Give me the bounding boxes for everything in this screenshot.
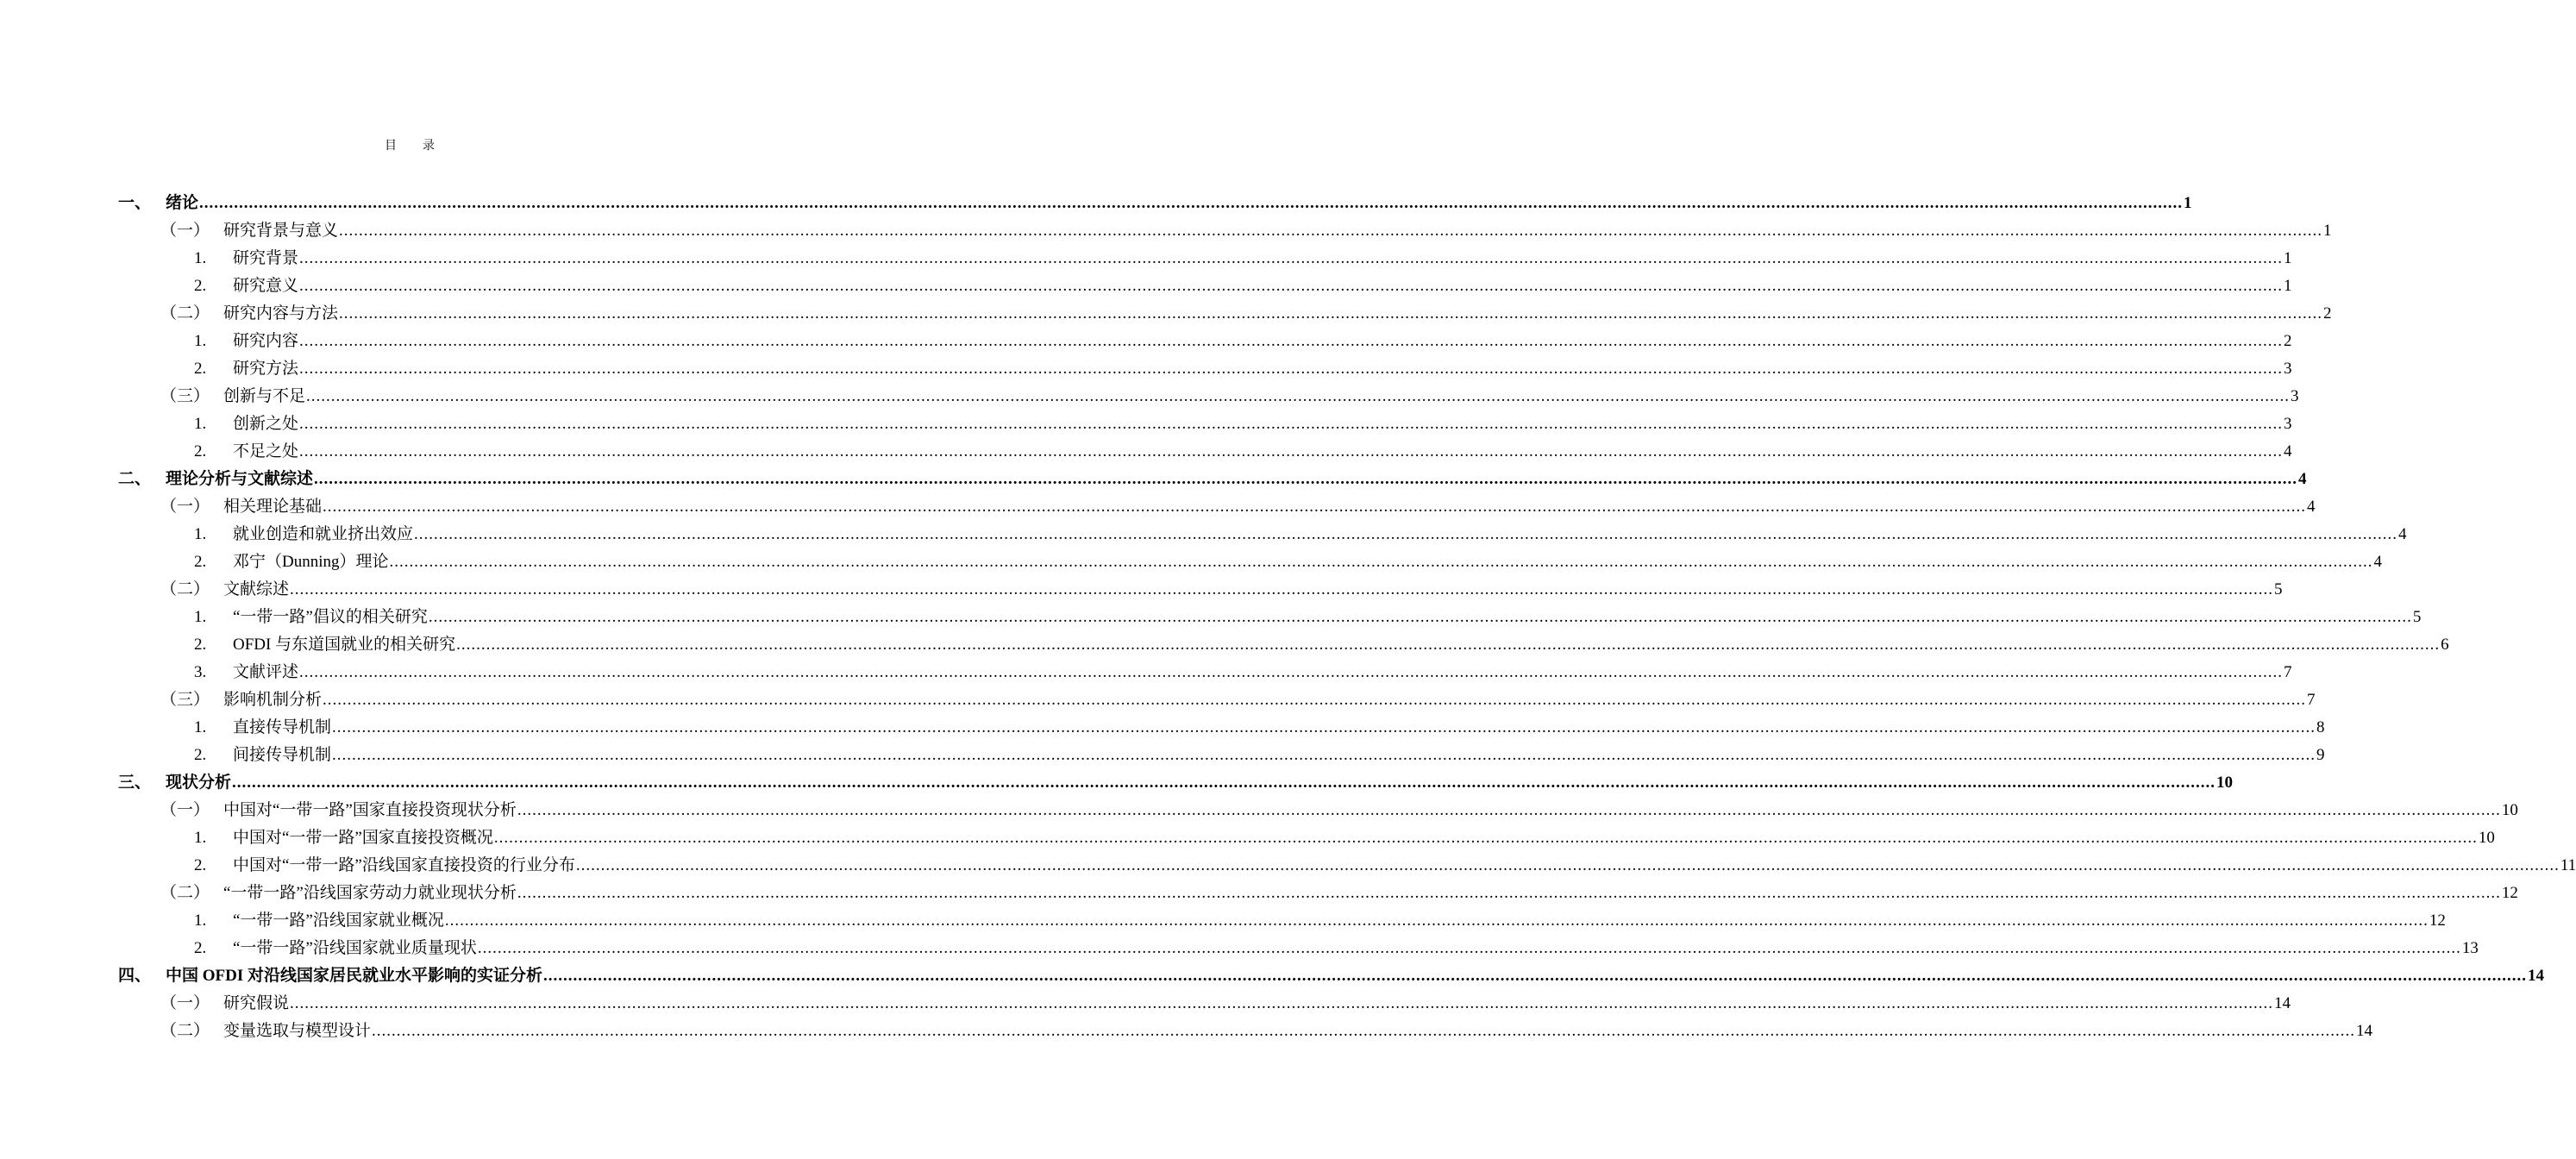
toc-entry-number: 3.	[194, 663, 207, 681]
toc-entry-title: 理论分析与文献综述	[166, 470, 314, 488]
toc-entry[interactable]	[0, 824, 2495, 852]
toc-entry[interactable]	[0, 217, 2332, 245]
toc-entry[interactable]	[0, 466, 2307, 493]
toc-entry-page-number: 13	[2461, 939, 2479, 957]
toc-dot-leader: ................................................................................................................................................................................................................................................................................................................................................................................................................	[517, 801, 2501, 819]
toc-entry[interactable]	[0, 190, 2192, 217]
toc-entry-title: 间接传导机制	[233, 746, 332, 764]
toc-entry-page-number: 1	[2323, 222, 2332, 240]
toc-entry-number: 1.	[194, 525, 207, 543]
toc-entry-title: 研究意义	[233, 277, 299, 295]
toc-entry-number: 1.	[194, 249, 207, 267]
toc-dot-leader: ................................................................................................................................................................................................................................................................................................................................................................................................................	[232, 774, 2216, 792]
toc-dot-leader: ................................................................................................................................................................................................................................................................................................................................................................................................................	[299, 249, 2284, 267]
toc-entry[interactable]	[0, 576, 2283, 604]
toc-entry[interactable]	[0, 493, 2316, 521]
toc-entry-number: （三）	[160, 691, 210, 709]
toc-entry-number: 2.	[194, 746, 207, 764]
toc-entry-page-number: 7	[2307, 691, 2316, 709]
toc-entry-page-number: 10	[2478, 829, 2495, 847]
title-char-2: 录	[423, 140, 435, 153]
toc-entry-title: 中国对“一带一路”沿线国家直接投资的行业分布	[233, 856, 575, 874]
toc-dot-leader: ................................................................................................................................................................................................................................................................................................................................................................................................................	[332, 718, 2316, 736]
toc-entry-title: “一带一路”沿线国家就业质量现状	[233, 939, 477, 957]
toc-entry-page-number: 2	[2284, 332, 2292, 350]
toc-entry-title: 不足之处	[233, 442, 299, 460]
toc-entry-number: 2.	[194, 939, 207, 957]
toc-entry[interactable]	[0, 328, 2292, 355]
toc-entry-number: 一、	[118, 194, 152, 212]
toc-entry[interactable]	[0, 273, 2292, 300]
toc-entry-title: 研究方法	[233, 360, 299, 378]
toc-entry-number: （一）	[160, 994, 210, 1012]
toc-dot-leader: ................................................................................................................................................................................................................................................................................................................................................................................................................	[299, 442, 2284, 460]
toc-entry-page-number: 7	[2284, 663, 2292, 681]
toc-entry-number: 1.	[194, 332, 207, 350]
toc-entry-page-number: 5	[2274, 580, 2283, 598]
toc-dot-leader: ................................................................................................................................................................................................................................................................................................................................................................................................................	[323, 498, 2307, 516]
toc-entry-number: 2.	[194, 360, 207, 378]
toc-entry-number: 1.	[194, 608, 207, 626]
toc-entry-page-number: 4	[2398, 525, 2407, 543]
toc-dot-leader: ................................................................................................................................................................................................................................................................................................................................................................................................................	[299, 415, 2284, 433]
toc-entry-page-number: 2	[2323, 304, 2332, 323]
toc-entry-page-number: 14	[2356, 1022, 2373, 1040]
toc-entry-title: 研究假说	[223, 994, 290, 1012]
toc-dot-leader: ................................................................................................................................................................................................................................................................................................................................................................................................................	[493, 829, 2478, 847]
toc-entry-number: 四、	[118, 967, 152, 985]
toc-entry-page-number: 3	[2284, 360, 2292, 378]
toc-dot-leader: ................................................................................................................................................................................................................................................................................................................................................................................................................	[543, 967, 2528, 985]
toc-entry-title: 邓宁（Dunning）理论	[233, 553, 389, 571]
toc-entry[interactable]	[0, 935, 2479, 962]
toc-entry-page-number: 8	[2316, 718, 2325, 736]
toc-entry-page-number: 1	[2284, 277, 2292, 295]
toc-entry-number: 2.	[194, 442, 207, 460]
toc-entry-number: 1.	[194, 718, 207, 736]
toc-entry-title: 中国对“一带一路”国家直接投资现状分析	[223, 801, 517, 819]
toc-entry-title: 研究背景与意义	[223, 222, 339, 240]
toc-entry-page-number: 3	[2291, 387, 2299, 405]
toc-entry-number: 2.	[194, 553, 207, 571]
toc-entry-page-number: 1	[2184, 194, 2192, 212]
toc-entry[interactable]	[0, 438, 2292, 466]
toc-entry-page-number: 6	[2441, 636, 2449, 654]
toc-entry-title: 中国 OFDI 对沿线国家居民就业水平影响的实证分析	[166, 967, 543, 985]
toc-entry-number: 1.	[194, 912, 207, 930]
toc-dot-leader: ................................................................................................................................................................................................................................................................................................................................................................................................................	[339, 222, 2323, 240]
toc-entry[interactable]	[0, 797, 2518, 824]
toc-dot-leader: ................................................................................................................................................................................................................................................................................................................................................................................................................	[444, 912, 2429, 930]
toc-entry-title: “一带一路”沿线国家就业概况	[233, 912, 444, 930]
toc-dot-leader: ................................................................................................................................................................................................................................................................................................................................................................................................................	[414, 525, 2398, 543]
toc-dot-leader: ................................................................................................................................................................................................................................................................................................................................................................................................................	[339, 304, 2323, 323]
toc-entry-number: （一）	[160, 498, 210, 516]
toc-entry-page-number: 1	[2284, 249, 2292, 267]
toc-dot-leader: ................................................................................................................................................................................................................................................................................................................................................................................................................	[332, 746, 2316, 764]
title-char-1: 目	[385, 140, 397, 153]
toc-entry[interactable]	[0, 990, 2291, 1018]
toc-entry-title: 相关理论基础	[223, 498, 323, 516]
toc-entry-page-number: 10	[2501, 801, 2518, 819]
toc-entry-title: 创新与不足	[223, 387, 306, 405]
toc-dot-leader: ................................................................................................................................................................................................................................................................................................................................................................................................................	[299, 663, 2284, 681]
toc-entry[interactable]	[0, 742, 2325, 769]
toc-entry-page-number: 9	[2316, 746, 2325, 764]
toc-entry-title: 文献评述	[233, 663, 299, 681]
toc-dot-leader: ................................................................................................................................................................................................................................................................................................................................................................................................................	[306, 387, 2291, 405]
toc-entry-page-number: 4	[2307, 498, 2316, 516]
toc-dot-leader: ................................................................................................................................................................................................................................................................................................................................................................................................................	[199, 194, 2184, 212]
toc-entry-number: （二）	[160, 1022, 210, 1040]
table-of-contents	[0, 190, 2576, 1045]
toc-entry-title: 创新之处	[233, 415, 299, 433]
toc-entry-title: 研究内容与方法	[223, 304, 339, 323]
toc-entry-number: （一）	[160, 801, 210, 819]
toc-dot-leader: ................................................................................................................................................................................................................................................................................................................................................................................................................	[290, 994, 2274, 1012]
toc-entry-page-number: 4	[2284, 442, 2292, 460]
toc-entry-page-number: 5	[2412, 608, 2422, 626]
toc-entry[interactable]	[0, 907, 2446, 935]
toc-entry-number: 2.	[194, 277, 207, 295]
toc-entry-title: 研究背景	[233, 249, 299, 267]
toc-entry[interactable]	[0, 852, 2576, 880]
toc-entry-title: 绪论	[166, 194, 199, 212]
toc-entry-title: 就业创造和就业挤出效应	[233, 525, 414, 543]
toc-entry[interactable]	[0, 604, 2422, 631]
toc-entry-number: 2.	[194, 856, 207, 874]
toc-entry[interactable]	[0, 659, 2292, 686]
toc-entry-page-number: 10	[2216, 774, 2234, 792]
toc-entry-number: 三、	[118, 774, 152, 792]
toc-entry-title: 直接传导机制	[233, 718, 332, 736]
toc-entry-title: 现状分析	[166, 774, 232, 792]
toc-dot-leader: ................................................................................................................................................................................................................................................................................................................................................................................................................	[477, 939, 2461, 957]
toc-dot-leader: ................................................................................................................................................................................................................................................................................................................................................................................................................	[456, 636, 2441, 654]
toc-entry-number: 1.	[194, 829, 207, 847]
toc-entry-title: 影响机制分析	[223, 691, 323, 709]
toc-entry[interactable]	[0, 521, 2407, 548]
toc-entry-title: “一带一路”倡议的相关研究	[233, 608, 428, 626]
toc-entry-number: 1.	[194, 415, 207, 433]
toc-entry-page-number: 4	[2373, 553, 2383, 571]
toc-entry[interactable]	[0, 245, 2292, 273]
toc-entry[interactable]	[0, 880, 2518, 907]
toc-entry-page-number: 12	[2501, 884, 2518, 902]
toc-entry[interactable]	[0, 769, 2234, 797]
toc-dot-leader: ................................................................................................................................................................................................................................................................................................................................................................................................................	[314, 470, 2298, 488]
toc-entry[interactable]	[0, 686, 2316, 714]
toc-entry[interactable]	[0, 631, 2449, 659]
toc-entry-number: （二）	[160, 580, 210, 598]
page-title	[0, 136, 819, 153]
toc-entry[interactable]	[0, 548, 2383, 576]
toc-dot-leader: ................................................................................................................................................................................................................................................................................................................................................................................................................	[299, 332, 2284, 350]
toc-entry-page-number: 12	[2429, 912, 2446, 930]
toc-entry-title: 变量选取与模型设计	[223, 1022, 372, 1040]
toc-entry[interactable]	[0, 383, 2299, 410]
toc-entry-title: “一带一路”沿线国家劳动力就业现状分析	[223, 884, 517, 902]
toc-dot-leader: ................................................................................................................................................................................................................................................................................................................................................................................................................	[372, 1022, 2356, 1040]
toc-entry-page-number: 3	[2284, 415, 2292, 433]
toc-entry[interactable]	[0, 1018, 2373, 1045]
toc-entry-title: 研究内容	[233, 332, 299, 350]
toc-entry-number: （二）	[160, 884, 210, 902]
toc-dot-leader: ................................................................................................................................................................................................................................................................................................................................................................................................................	[290, 580, 2274, 598]
toc-dot-leader: ................................................................................................................................................................................................................................................................................................................................................................................................................	[428, 608, 2412, 626]
toc-entry-page-number: 14	[2528, 967, 2545, 985]
toc-entry[interactable]	[0, 355, 2292, 383]
toc-entry-page-number: 11	[2560, 856, 2576, 874]
toc-dot-leader: ................................................................................................................................................................................................................................................................................................................................................................................................................	[299, 277, 2284, 295]
toc-entry[interactable]	[0, 300, 2332, 328]
toc-dot-leader: ................................................................................................................................................................................................................................................................................................................................................................................................................	[323, 691, 2307, 709]
toc-entry-number: （一）	[160, 222, 210, 240]
toc-entry[interactable]	[0, 410, 2292, 438]
toc-entry-title: 文献综述	[223, 580, 290, 598]
toc-dot-leader: ................................................................................................................................................................................................................................................................................................................................................................................................................	[389, 553, 2373, 571]
toc-entry-title: OFDI 与东道国就业的相关研究	[233, 636, 456, 654]
toc-dot-leader: ................................................................................................................................................................................................................................................................................................................................................................................................................	[517, 884, 2501, 902]
toc-entry[interactable]	[0, 962, 2545, 990]
toc-entry-title: 中国对“一带一路”国家直接投资概况	[233, 829, 493, 847]
toc-entry[interactable]	[0, 714, 2325, 742]
toc-entry-page-number: 4	[2298, 470, 2307, 488]
toc-entry-number: 二、	[118, 470, 152, 488]
toc-entry-number: 2.	[194, 636, 207, 654]
toc-entry-page-number: 14	[2274, 994, 2291, 1012]
toc-entry-number: （三）	[160, 387, 210, 405]
toc-entry-number: （二）	[160, 304, 210, 323]
toc-dot-leader: ................................................................................................................................................................................................................................................................................................................................................................................................................	[575, 856, 2560, 874]
toc-dot-leader: ................................................................................................................................................................................................................................................................................................................................................................................................................	[299, 360, 2284, 378]
